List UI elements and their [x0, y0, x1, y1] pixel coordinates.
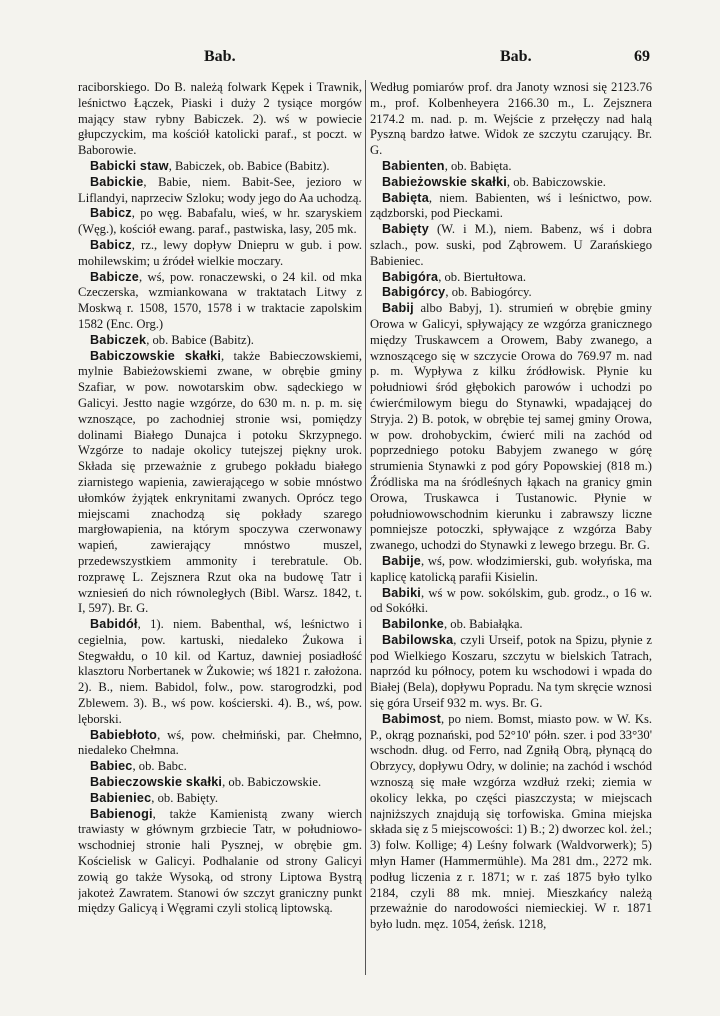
entry-text: , rz., lewy dopływ Dniepru w gub. i pow. mohilewskim; u źródeł wielkie moczary. [78, 237, 362, 268]
entry-headword: Babigórcy [382, 285, 446, 300]
dictionary-entry [370, 633, 652, 712]
dictionary-entry [370, 191, 652, 223]
entry-headword: Babij [382, 301, 414, 316]
entry-headword: Babiebłoto [90, 727, 158, 742]
column-divider [365, 80, 366, 975]
entry-text: , po niem. Bomst, miasto pow. w W. Ks. P., okrąg poznański, pod 52°10' półn. szer. i pod 33°30' wschodn. dług. od Ferro, nad Zgniłą Obrą, płynącą do Obrzycy, dopływu Odry, w dolinie; na zachód i wschód wznoszą się małe wzgórza wzdłuż rzeki; ziemia w okolicy lekka, po części piaszczysta; w miejscach najniższych znajdują się torfowiska. Gmina miejska składa się z 5 miejscowości: 1) B.; 2) dworzec kol. żel.; 3) folw. Kollige; 4) Leśny folwark (Waldvorwerk); 5) młyn Hamer (Hammermühle). Ma 281 dm., 2272 mk. podług liczenia z r. 1871; w r. zaś 1875 było tylko 2184, czyli 88 mk. mniej. Mieszkańcy należą przeważnie do narodowości niemieckiej. W r. 1871 było ludn. męz. 1054, żeńsk. 1218, [370, 711, 652, 932]
dictionary-entry [78, 759, 362, 775]
entry-text: , ob. Babięta. [444, 158, 512, 173]
dictionary-entry [78, 206, 362, 238]
entry-headword: Babięty [382, 222, 429, 237]
dictionary-entry [78, 807, 362, 918]
entry-headword: Babiczek [90, 332, 147, 347]
entry-text: , także Kamienistą zwany wierch trawiasty w głównym grzbiecie Tatr, w południowo-wschodniej stronie hali Pysznej, w obrębie gm. Kościelisk w Galicyi. Podhalanie od strony Galicyi zowią go także Wysoką, od strony Liptowa Bystrą jakoteż Zawratem. Stanowi ów szczyt graniczny punkt między Galicyą i Węgrami czyli stolicą liptowską. [78, 806, 362, 916]
dictionary-entry [78, 270, 362, 333]
entry-text: , ob. Babiczowskie. [222, 775, 322, 790]
entry-headword: Babilonke [382, 617, 444, 632]
dictionary-entry [370, 586, 652, 618]
dictionary-entry [370, 80, 652, 159]
left-running-head: Bab. [204, 48, 236, 65]
entry-headword: Babicze [90, 269, 139, 284]
dictionary-entry [370, 285, 652, 301]
entry-headword: Babije [382, 553, 421, 568]
entry-headword: Babigóra [382, 269, 439, 284]
entry-text: , czyli Urseif, potok na Spizu, płynie z pod Wielkiego Koszaru, szczytu w bielskich Tatrach, naprzód ku północy, potem ku wschodowi i wpada do Białej (Bela), dopływu Popradu. Na tym skręcie wznosi się góra Urseif 932 m. wys. Br. G. [370, 632, 652, 711]
entry-text: , ob. Babięty. [151, 790, 218, 805]
dictionary-entry [370, 222, 652, 269]
entry-text: , niem. Babienten, wś i leśnictwo, pow. ządzborski, pod Pieckami. [370, 190, 652, 221]
entry-text: albo Babyj, 1). strumień w obrębie gminy Orowa w Galicyi, spływający ze wzgórza granicznego między Truskawcem a Orowem, Baby zwanego, a wznoszącego się w szczycie Orowa do 769.97 m. nad p. m. Wypływa z kilku źródłowisk. Płynie ku południowi śród głębokich parowów i uchodzi po ćwierćmilowym biegu do Stynawki, wpadającej do Stryja. 2) B. potok, w obrębie tej samej gminy Orowa, w pow. drohobyckim, ćwierć mili na zachód od poprzedniego potoku Babyjem zwanego w górę strumienia Stynawki z pod góry Popowskiej (818 m.) Źródliska ma na śródleśnych łąkach na granicy gmin Orowa, Truskawca i Tustanowic. Płynie w południowowschodnim kierunku i zabrawszy liczne pomniejsze potoczki, spływające z wzgórza Baby zwanego, uchodzi do Stynawki z lewego brzegu. Br. G. [370, 301, 652, 553]
entry-headword: Babimost [382, 711, 441, 726]
dictionary-entry [370, 554, 652, 586]
entry-text: , także Babieczowskiemi, mylnie Babieżowskiemi zwane, w obrębie gminy Szafiar, w pow. nowotarskim obw. sądeckiego w Galicyi. Jestto nagie wzgórze, do 630 m. n. p. m. się wznoszące, po zachodniej stronie wsi, pomiędzy dolinami Białego Dunajca i potoku Skrzypnego. Wzgórze to nadaje okolicy tutejszej piękny urok. Składa się przeważnie z grubego pokładu białego ziarnistego wapienia, zawierającego w sobie mnóstwo ułomków żyjątek enkrynitami zwanych. Oprócz tego miejscami znachodzą się pokłady szarego margłowapienia, na którym spoczywa czerwonawy wapień, zawierający mnóstwo muszel, przedewszystkiem ammonity i terebratule. Ob. rozprawę L. Zejsznera Rzut oka na budowę Tatr i wzniesień do nich równoległych (Bibl. Warsz. 1842, t. I, 597). Br. G. [78, 348, 362, 616]
dictionary-entry [370, 270, 652, 286]
entry-headword: Babickie [90, 174, 144, 189]
entry-text: , ob. Babice (Babitz). [146, 332, 254, 347]
dictionary-entry [370, 712, 652, 933]
entry-text: , wś, pow. ronaczewski, o 24 kil. od mka Czeczerska, wzmiankowana w traktatach Litwy z Moskwą r. 1508, 1570, 1578 i w traktacie zapolskim 1582 (Enc. Org.) [78, 269, 362, 331]
dictionary-entry [78, 238, 362, 270]
dictionary-entry [78, 728, 362, 760]
dictionary-entry [370, 301, 652, 554]
entry-text: , wś, pow. chełmiński, par. Chełmno, niedaleko Chełmna. [78, 727, 362, 758]
dictionary-entry [78, 333, 362, 349]
entry-text: , 1). niem. Babenthal, wś, leśnictwo i cegielnia, pow. kartuski, niedaleko Żukowa i Stegwałdu, o 10 kil. od Kartuz, dawniej posiadłość klasztoru Norbertanek w Żukowie; wś 1821 r. założona. 2). B., niem. Babidol, folw., pow. starogrodzki, pod Zblewem. 3). B., wś pow. kościerski. 4). B., wś, pow. lęborski. [78, 617, 362, 726]
entry-text: , wś, pow. włodzimierski, gub. wołyńska, ma kaplicę katolicką parafii Kisielin. [370, 553, 652, 584]
entry-text: raciborskiego. Do B. należą folwark Kępek i Trawnik, leśnictwo Łączek, Piaski i duży 2 tysiące morgów mający staw rybny Babiczek. 2). wś w powiecie głupczyckim, ma kościół katolicki paraf., st poczt. w Baborowie. [78, 80, 362, 158]
running-header [72, 48, 650, 70]
entry-headword: Babieżowskie skałki [382, 174, 507, 189]
left-column [78, 80, 362, 980]
right-running-head: Bab. [500, 48, 532, 65]
dictionary-entry [78, 775, 362, 791]
dictionary-entry [370, 175, 652, 191]
entry-headword: Babicki staw [90, 158, 169, 173]
entry-text: , ob. Babiczowskie. [506, 174, 606, 189]
dictionary-entry [370, 617, 652, 633]
entry-text: , ob. Babiogórcy. [445, 285, 532, 300]
entry-headword: Babiec [90, 759, 133, 774]
entry-text: (W. i M.), niem. Babenz, wś i dobra szlach., pow. suski, pod Ząbrowem. U Zarańskiego Babieniec. [370, 222, 652, 268]
entry-headword: Babieniec [90, 790, 152, 805]
entry-text: , ob. Babc. [132, 759, 187, 774]
entry-headword: Babicz [90, 206, 132, 221]
entry-headword: Babicz [90, 237, 132, 252]
page-number: 69 [634, 48, 650, 65]
dictionary-entry [78, 175, 362, 207]
dictionary-entry [370, 159, 652, 175]
entry-text: , Babiczek, ob. Babice (Babitz). [168, 158, 330, 173]
dictionary-entry [78, 349, 362, 618]
entry-text: , ob. Babiałąka. [443, 617, 523, 632]
entry-headword: Babiczowskie skałki [90, 348, 222, 363]
entry-headword: Babidół [90, 617, 138, 632]
entry-headword: Babienogi [90, 806, 153, 821]
entry-text: , Babie, niem. Babit-See, jezioro w Liflandyi, naprzeciw Szloku; wody jego do Aa uchodzą. [78, 174, 362, 205]
right-column [370, 80, 652, 980]
entry-headword: Babilowska [382, 632, 454, 647]
dictionary-entry [78, 159, 362, 175]
entry-headword: Babieczowskie skałki [90, 775, 223, 790]
entry-text: , po węg. Babafalu, wieś, w hr. szaryskiem (Węg.), kościół ewang. paraf., pastwiska, lasy, 205 mk. [78, 206, 362, 237]
entry-headword: Babiki [382, 585, 421, 600]
dictionary-entry [78, 617, 362, 728]
dictionary-entry [78, 791, 362, 807]
entry-text: Według pomiarów prof. dra Janoty wznosi się 2123.76 m., prof. Kolbenheyera 2166.30 m., L. Zejsznera 2174.2 m. nad. p. m. Wejście z przełęczy nad halą Pyszną bardzo łatwe. Widok ze szczytu czarujący. Br. G. [370, 80, 652, 158]
entry-headword: Babięta [382, 190, 429, 205]
entry-text: , ob. Biertułtowa. [438, 269, 526, 284]
entry-text: , wś w pow. sokólskim, gub. grodz., o 16 w. od Sokółki. [370, 585, 652, 616]
dictionary-entry [78, 80, 362, 159]
entry-headword: Babienten [382, 158, 445, 173]
